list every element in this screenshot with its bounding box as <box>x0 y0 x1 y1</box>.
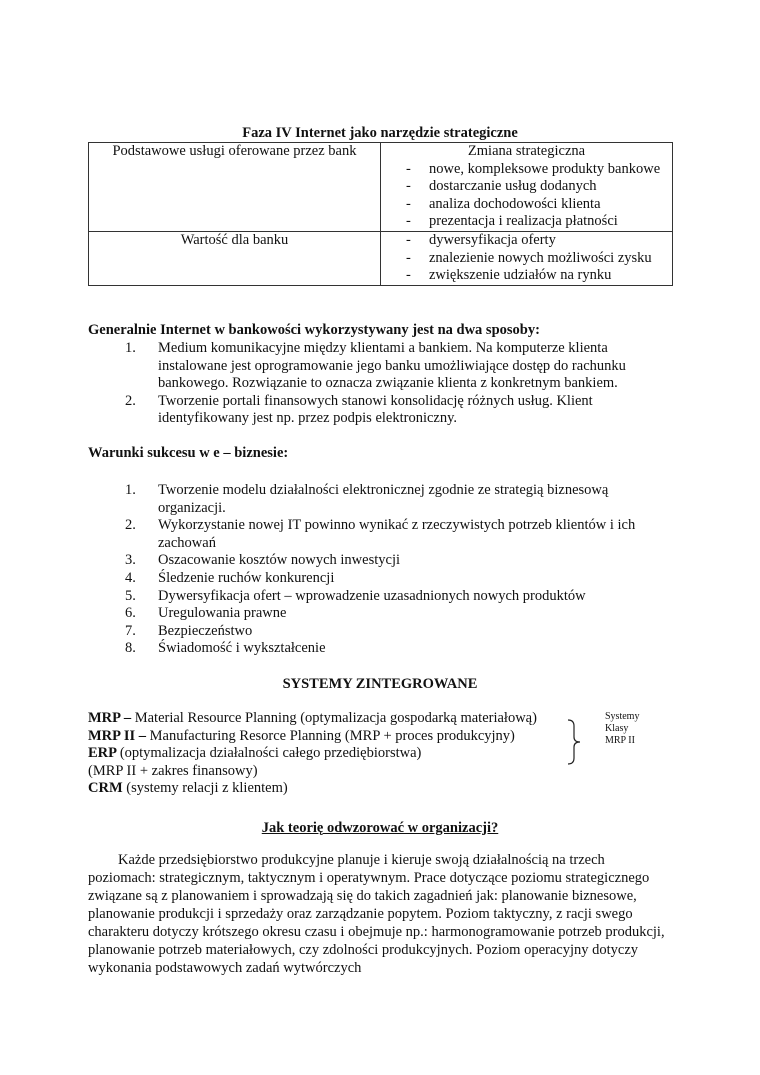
label-line: Klasy <box>605 723 629 734</box>
item-text: Dywersyfikacja ofert – wprowadzenie uzasadnionych nowych produktów <box>158 587 586 604</box>
brace-icon <box>566 718 586 766</box>
system-line <box>88 763 537 781</box>
section-heading: Jak teorię odwzorować w organizacji? <box>261 820 499 836</box>
list-item <box>88 552 668 570</box>
list-item: - nowe, kompleksowe produkty bankowe <box>385 161 668 179</box>
system-acronym: MRP II – <box>88 727 150 744</box>
table-cell: Podstawowe usługi oferowane przez bank <box>89 143 381 232</box>
list-item: - dostarczanie usług dodanych <box>385 178 668 196</box>
item-text: Bezpieczeństwo <box>158 622 253 639</box>
list-item <box>88 623 668 641</box>
section-heading: Warunki sukcesu w e – biznesie: <box>88 445 289 461</box>
list-item <box>88 482 668 517</box>
table-row <box>89 143 673 232</box>
item-text: Tworzenie modelu działalności elektronicznej zgodnie ze strategią biznesową organizacji. <box>158 482 609 516</box>
item-text: Świadomość i wykształcenie <box>158 640 326 657</box>
list-item <box>88 340 643 393</box>
system-description: Manufacturing Resorce Planning (MRP + proces produkcyjny) <box>149 727 515 744</box>
item-text: Uregulowania prawne <box>158 605 287 622</box>
system-line <box>88 710 537 728</box>
list-item: - prezentacja i realizacja płatności <box>385 213 668 231</box>
item-number: 7. <box>125 622 136 639</box>
section-heading: SYSTEMY ZINTEGROWANE <box>282 676 478 692</box>
system-line <box>88 780 537 798</box>
success-list <box>88 482 668 658</box>
system-acronym: MRP – <box>88 710 135 726</box>
systems-class-label <box>605 711 639 747</box>
list-item <box>88 640 668 658</box>
list-item: - analiza dochodowości klienta <box>385 196 668 214</box>
list-item <box>88 393 643 428</box>
item-number: 2. <box>125 517 136 534</box>
table-cell <box>381 143 673 232</box>
list-item: - znalezienie nowych możliwości zysku <box>385 250 668 268</box>
system-description: (systemy relacji z klientem) <box>126 780 288 797</box>
strategy-table <box>88 142 673 286</box>
table-title: Faza IV Internet jako narzędzie strategiczne <box>242 125 518 141</box>
table-cell: Wartość dla banku <box>89 231 381 285</box>
item-text: Wykorzystanie nowej IT powinno wynikać z rzeczywistych potrzeb klientów i ich zachowań <box>158 517 636 551</box>
system-description: (optymalizacja działalności całego przediębiorstwa) <box>119 745 422 762</box>
item-number: 6. <box>125 605 136 622</box>
system-acronym: ERP <box>88 745 120 762</box>
item-number: 8. <box>125 640 136 657</box>
item-number: 5. <box>125 587 136 604</box>
item-number: 1. <box>125 340 136 356</box>
list-item <box>88 588 668 606</box>
section-heading: Generalnie Internet w bankowości wykorzystywany jest na dwa sposoby: <box>88 322 540 338</box>
item-number: 4. <box>125 569 136 586</box>
item-text: Oszacowanie kosztów nowych inwestycji <box>158 552 401 569</box>
system-acronym: CRM <box>88 780 127 797</box>
system-line <box>88 745 537 763</box>
item-number: 2. <box>125 392 136 409</box>
list-item <box>88 517 668 552</box>
table-cell <box>381 231 673 285</box>
list-item <box>88 605 668 623</box>
system-line <box>88 728 537 746</box>
list-item: - dywersyfikacja oferty <box>385 232 668 250</box>
item-number: 1. <box>125 482 136 498</box>
usage-list <box>88 340 643 428</box>
label-line: Systemy <box>605 711 640 722</box>
list-item <box>88 570 668 588</box>
item-text: Medium komunikacyjne między klientami a bankiem. Na komputerze klienta instalowane jest oprogramowanie jego banku umożliwiające dostęp do rachunku bankowego. Rozwiązanie to oznacza związanie klienta z konkretnym bankiem. <box>158 340 626 392</box>
item-number: 3. <box>125 552 136 569</box>
column-heading: Zmiana strategiczna <box>467 143 586 159</box>
label-line: MRP II <box>605 735 635 746</box>
item-text: Śledzenie ruchów konkurencji <box>158 569 335 586</box>
list-item: - zwiększenie udziałów na rynku <box>385 267 668 285</box>
systems-list <box>88 710 537 798</box>
table-row <box>89 231 673 285</box>
body-paragraph: Każde przedsiębiorstwo produkcyjne planuje i kieruje swoją działalnością na trzech poziomach: strategicznym, taktycznym i operatywnym. Prace dotyczące poziomu strategicznego związane są z planowaniem i sprowadzają się do takich zagadnień jak: planowanie biznesowe, planowanie produkcji i sprzedaży oraz zarządzanie popytem. Poziom taktyczny, z racji swego charakteru dotyczy krótszego okresu czasu i obejmuje np.: harmonogramowanie potrzeb produkcji, planowanie potrzeb materiałowych, czy zdolności produkcyjnych. Poziom operacyjny dotyczy wykonania podstawowych zadań wytwórczych <box>88 852 665 976</box>
system-description: (MRP II + zakres finansowy) <box>88 762 258 779</box>
item-text: Tworzenie portali finansowych stanowi konsolidację różnych usług. Klient identyfikowany jest np. przez podpis elektroniczny. <box>158 392 593 427</box>
system-description: Material Resource Planning (optymalizacja gospodarką materiałową) <box>134 710 537 726</box>
